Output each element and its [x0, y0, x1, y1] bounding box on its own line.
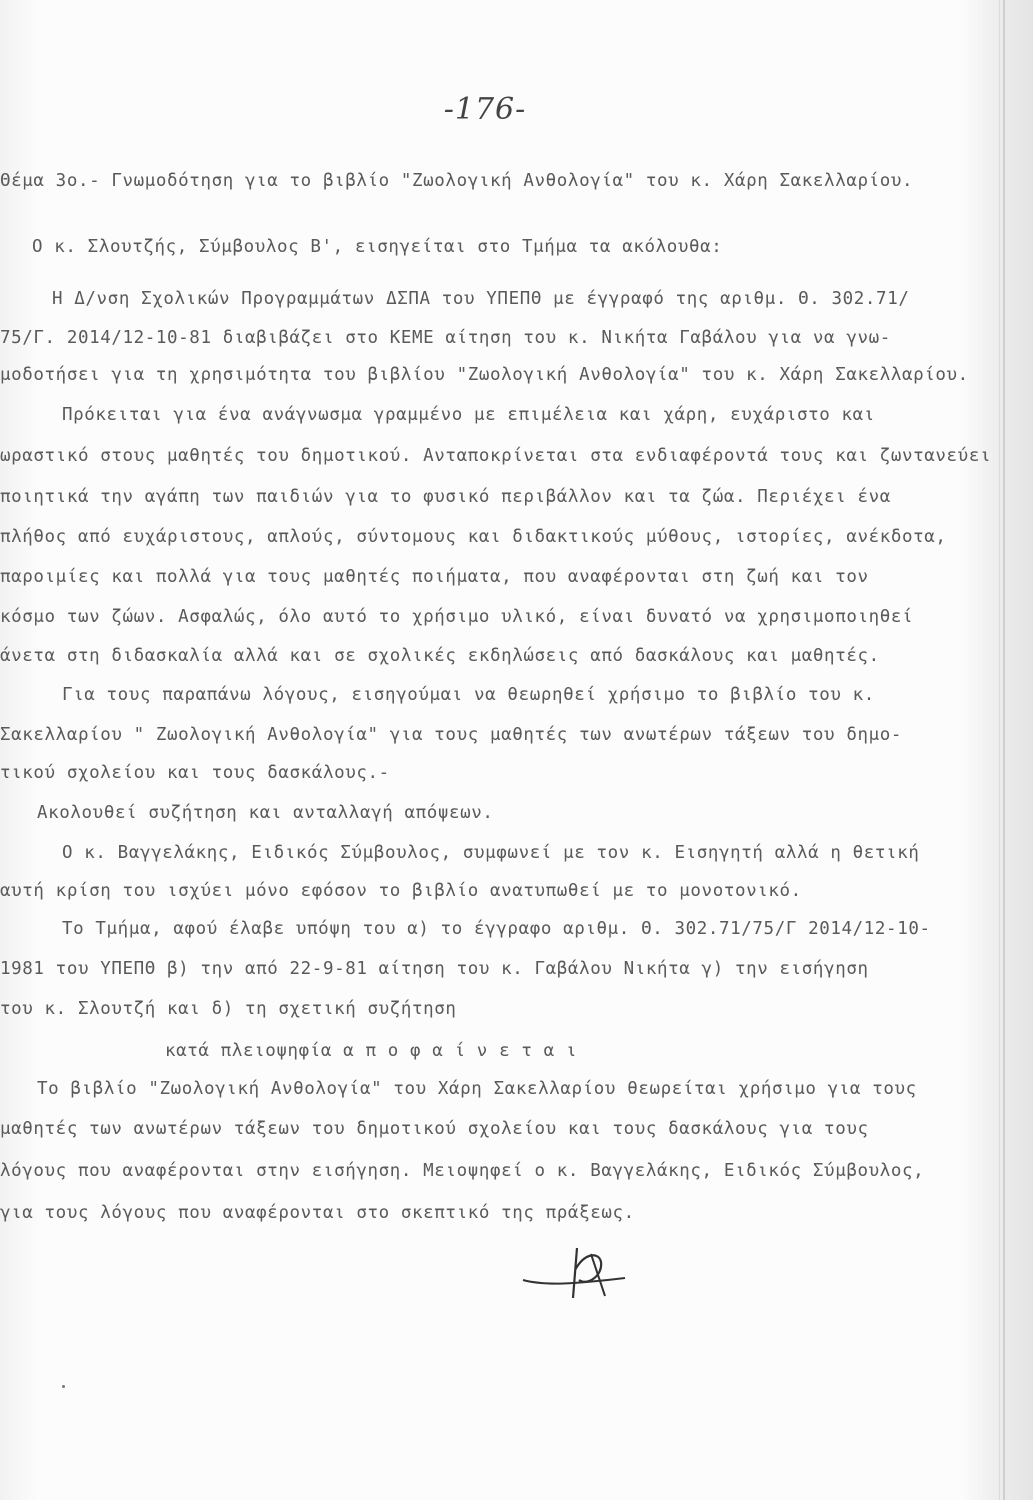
- decision-line: μαθητές των ανωτέρων τάξεων του δημοτικού σχολείου και τους δασκάλους για τους: [0, 1119, 869, 1139]
- rapporteur-intro: Ο κ. Σλουτζής, Σύμβουλος Β', εισηγείται στο Τμήμα τα ακόλουθα:: [32, 237, 723, 257]
- body-line: μοδοτήσει για τη χρησιμότητα του βιβλίου "Ζωολογική Ανθολογία" του κ. Χάρη Σακελλαρίου.: [0, 365, 969, 385]
- body-line: 1981 του ΥΠΕΠΘ β) την από 22-9-81 αίτηση του κ. Γαβάλου Νικήτα γ) την εισήγηση: [0, 959, 869, 979]
- page-edge-line-inner: [999, 0, 1000, 1500]
- body-line: Ακολουθεί συζήτηση και ανταλλαγή απόψεων.: [37, 803, 494, 823]
- body-line: του κ. Σλουτζή και δ) τη σχετική συζήτηση: [0, 999, 457, 1019]
- topic-heading: Θέμα 3ο.- Γνωμοδότηση για το βιβλίο "Ζωολογική Ανθολογία" του κ. Χάρη Σακελλαρίου.: [0, 171, 914, 191]
- body-line: παροιμίες και πολλά για τους μαθητές ποιήματα, που αναφέρονται στη ζωή και τον: [0, 567, 869, 587]
- body-line: Το Τμήμα, αφού έλαβε υπόψη του α) το έγγραφο αριθμ. Θ. 302.71/75/Γ 2014/12-10-: [62, 919, 931, 939]
- body-line: ποιητικά την αγάπη των παιδιών για το φυσικό περιβάλλον και τα ζώα. Περιέχει ένα: [0, 487, 891, 507]
- body-line: ωραστικό στους μαθητές του δημοτικού. Ανταποκρίνεται στα ενδιαφέροντά τους και ζωντανεύει: [0, 446, 992, 466]
- decision-line: Το βιβλίο "Ζωολογική Ανθολογία" του Χάρη Σακελλαρίου θεωρείται χρήσιμο για τους: [37, 1079, 917, 1099]
- decision-line: λόγους που αναφέρονται στην εισήγηση. Μειοψηφεί ο κ. Βαγγελάκης, Ειδικός Σύμβουλος,: [0, 1161, 925, 1181]
- body-line: Για τους παραπάνω λόγους, εισηγούμαι να θεωρηθεί χρήσιμο το βιβλίο του κ.: [62, 685, 875, 705]
- body-line: Η Δ/νση Σχολικών Προγραμμάτων ΔΣΠΑ του ΥΠΕΠΘ με έγγραφό της αριθμ. Θ. 302.71/: [52, 289, 910, 309]
- body-line: Πρόκειται για ένα ανάγνωσμα γραμμένο με επιμέλεια και χάρη, ευχάριστο και: [62, 405, 875, 425]
- body-line: Σακελλαρίου " Ζωολογική Ανθολογία" για τους μαθητές των ανωτέρων τάξεων του δημο-: [0, 725, 903, 745]
- decision-phrase: κατά πλειοψηφία α π ο φ α ί ν ε τ α ι: [165, 1041, 578, 1061]
- body-line: 75/Γ. 2014/12-10-81 διαβιβάζει στο ΚΕΜΕ αίτηση του κ. Νικήτα Γαβάλου για να γνω-: [0, 328, 891, 348]
- page-number: -176-: [443, 92, 527, 127]
- body-line: αυτή κρίση του ισχύει μόνο εφόσον το βιβλίο ανατυπωθεί με το μονοτονικό.: [0, 881, 802, 901]
- body-line: κόσμο των ζώων. Ασφαλώς, όλο αυτό το χρήσιμο υλικό, είναι δυνατό να χρησιμοποιηθεί: [0, 607, 914, 627]
- body-line: Ο κ. Βαγγελάκης, Ειδικός Σύμβουλος, συμφωνεί με τον κ. Εισηγητή αλλά η θετική: [62, 843, 920, 863]
- handwritten-signature: [515, 1240, 635, 1310]
- page-edge-line: [1003, 0, 1005, 1500]
- body-line: πλήθος από ευχάριστους, απλούς, σύντομους και διδακτικούς μύθους, ιστορίες, ανέκδοτα,: [0, 527, 947, 547]
- stray-mark: [62, 1385, 65, 1388]
- body-line: τικού σχολείου και τους δασκάλους.-: [0, 763, 390, 783]
- decision-line: για τους λόγους που αναφέρονται στο σκεπτικό της πράξεως.: [0, 1203, 635, 1223]
- body-line: άνετα στη διδασκαλία αλλά και σε σχολικές εκδηλώσεις από δασκάλους και μαθητές.: [0, 646, 880, 666]
